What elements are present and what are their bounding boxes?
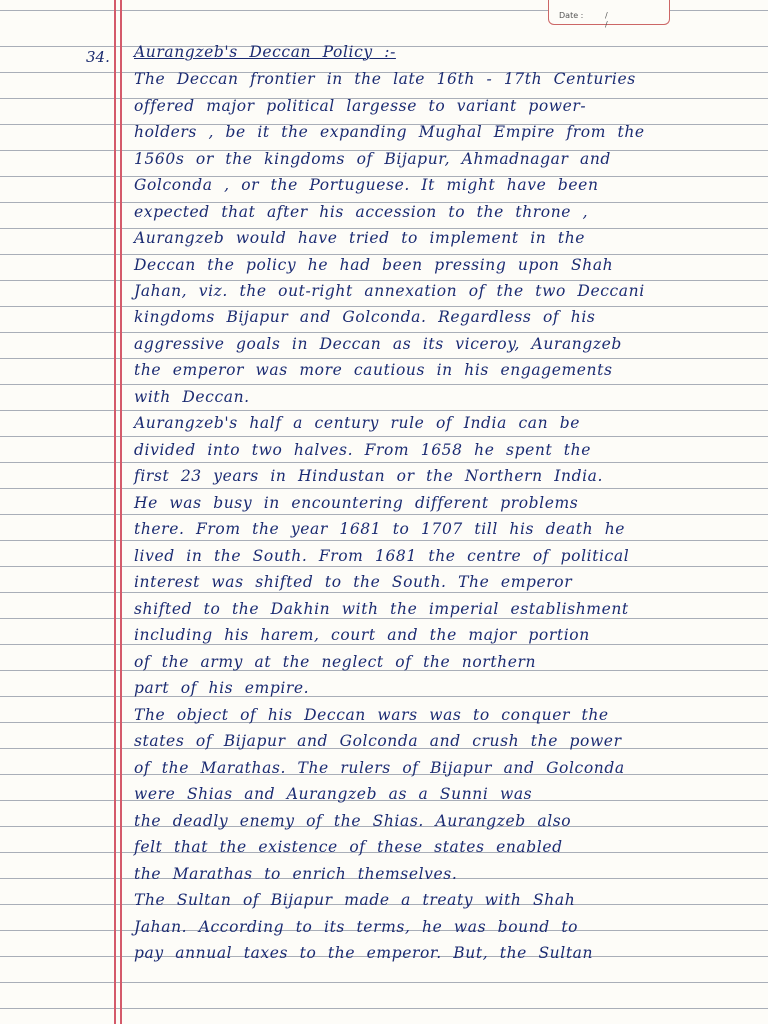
margin-line-outer <box>114 0 116 1024</box>
text-line: divided into two halves. From 1658 he spent the <box>134 441 591 459</box>
text-line: kingdoms Bijapur and Golconda. Regardless of his <box>134 308 596 326</box>
text-line: pay annual taxes to the emperor. But, the Sultan <box>134 944 594 962</box>
text-line: including his harem, court and the major portion <box>134 626 590 644</box>
text-line: first 23 years in Hindustan or the Northern India. <box>134 467 604 485</box>
heading: Aurangzeb's Deccan Policy :- <box>134 43 396 61</box>
text-line: Golconda , or the Portuguese. It might have been <box>134 176 599 194</box>
text-line: with Deccan. <box>134 388 250 406</box>
text-line: the emperor was more cautious in his engagements <box>134 361 613 379</box>
question-number: 34. <box>86 48 110 66</box>
text-line: shifted to the Dakhin with the imperial establishment <box>134 600 629 618</box>
text-line: The object of his Deccan wars was to conquer the <box>134 706 609 724</box>
text-line: states of Bijapur and Golconda and crush the power <box>134 732 622 750</box>
margin-line-inner <box>120 0 122 1024</box>
date-label: Date : <box>559 11 584 20</box>
text-line: part of his empire. <box>134 679 310 697</box>
date-separators: / / <box>605 11 630 29</box>
text-line: Jahan, viz. the out-right annexation of the two Deccani <box>134 282 645 300</box>
text-line: Deccan the policy he had been pressing upon Shah <box>134 256 614 274</box>
text-line: interest was shifted to the South. The emperor <box>134 573 573 591</box>
text-line: holders , be it the expanding Mughal Empire from the <box>134 123 645 141</box>
text-line: felt that the existence of these states enabled <box>134 838 563 856</box>
text-line: offered major political largesse to variant power- <box>134 97 587 115</box>
text-line: The Sultan of Bijapur made a treaty with Shah <box>134 891 576 909</box>
text-line: aggressive goals in Deccan as its viceroy, Aurangzeb <box>134 335 622 353</box>
text-line: the deadly enemy of the Shias. Aurangzeb also <box>134 812 572 830</box>
text-line: Aurangzeb would have tried to implement in the <box>134 229 586 247</box>
text-line: 1560s or the kingdoms of Bijapur, Ahmadnagar and <box>134 150 611 168</box>
text-line: Aurangzeb's half a century rule of India can be <box>134 414 581 432</box>
text-line: He was busy in encountering different problems <box>134 494 579 512</box>
text-line: the Marathas to enrich themselves. <box>134 865 458 883</box>
text-line: of the Marathas. The rulers of Bijapur and Golconda <box>134 759 625 777</box>
text-line: Jahan. According to its terms, he was bound to <box>134 918 579 936</box>
text-line: The Deccan frontier in the late 16th - 17th Centuries <box>134 70 636 88</box>
text-line: were Shias and Aurangzeb as a Sunni was <box>134 785 533 803</box>
date-box <box>548 0 670 29</box>
text-line: there. From the year 1681 to 1707 till his death he <box>134 520 626 538</box>
text-line: expected that after his accession to the throne , <box>134 203 589 221</box>
text-line: lived in the South. From 1681 the centre of political <box>134 547 630 565</box>
text-line: of the army at the neglect of the northern <box>134 653 537 671</box>
